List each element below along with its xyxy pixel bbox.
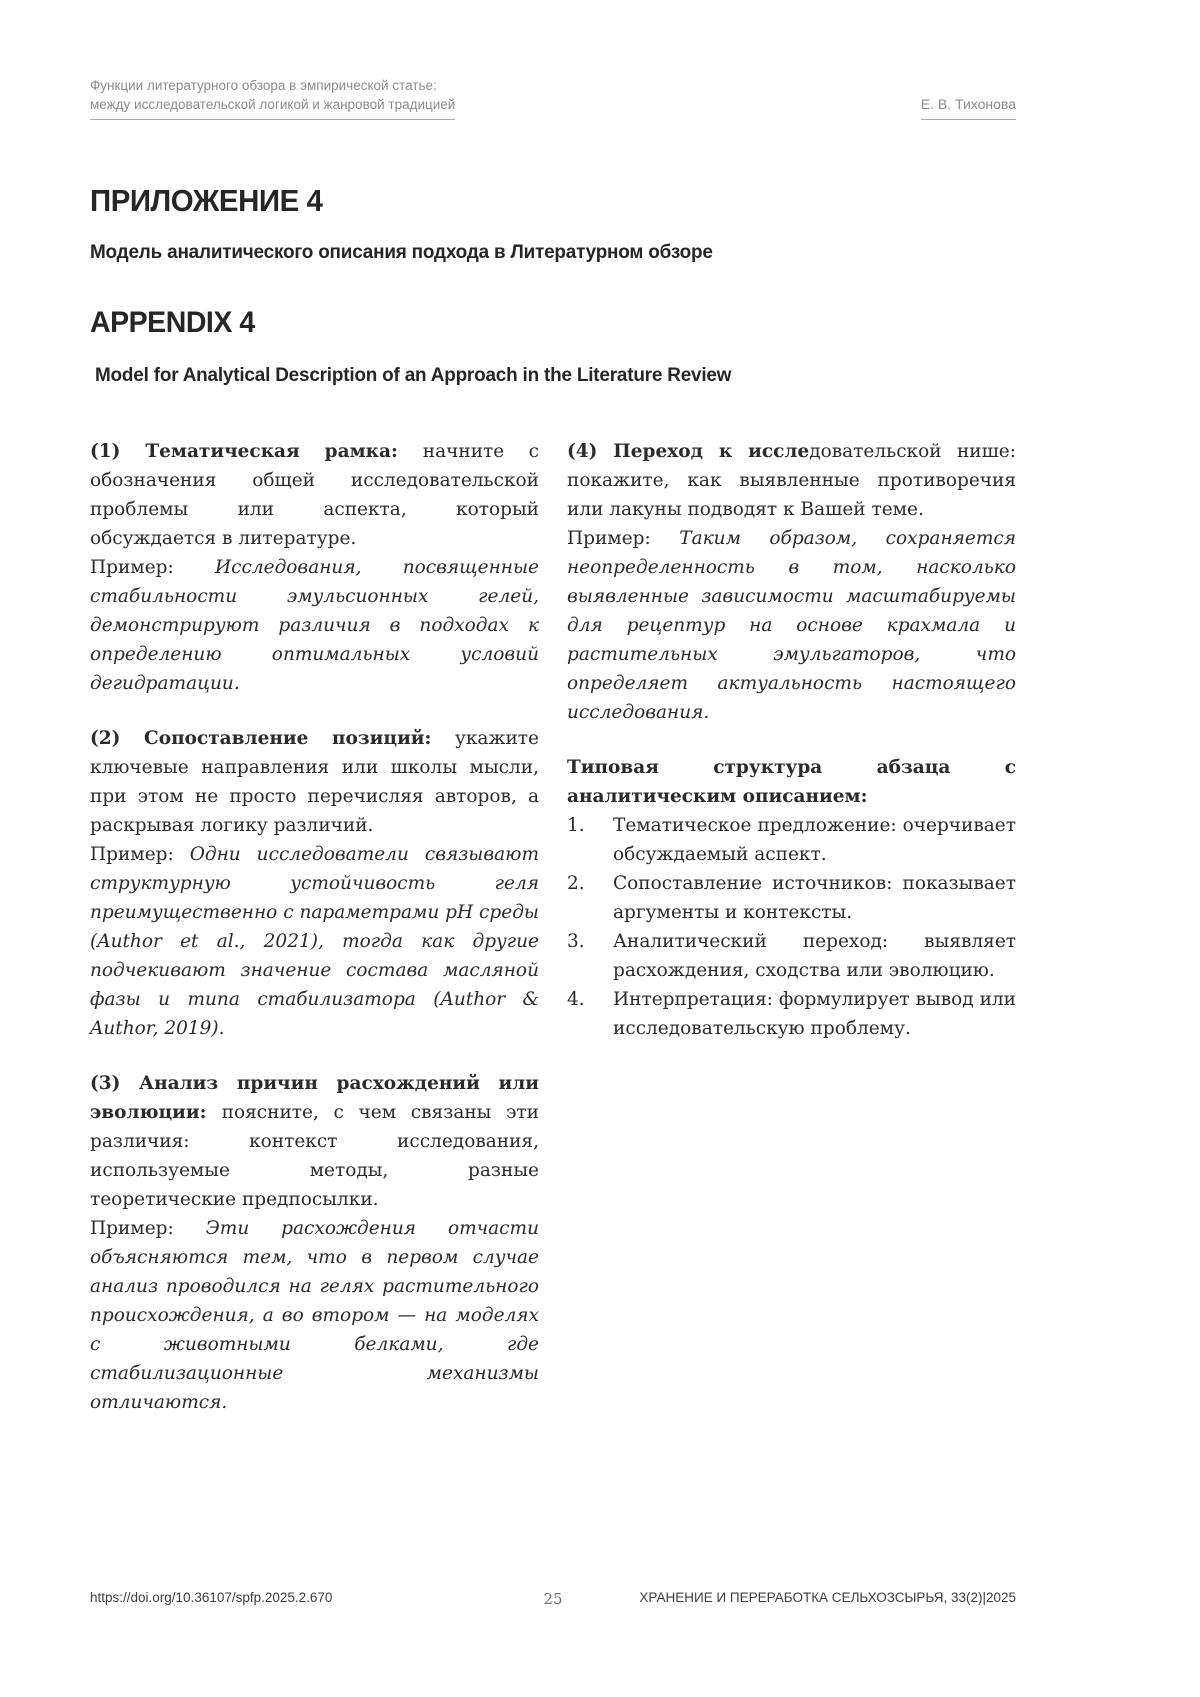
page-footer: [90, 1590, 1016, 1608]
running-header: [90, 76, 1016, 120]
list-item: [567, 869, 1016, 927]
list-item-text: Тематическое предложение: очерчивает обсуждаемый аспект.: [613, 815, 1016, 865]
list-item-number: 3.: [567, 931, 585, 952]
list-item-text: Аналитический переход: выявляет расхождения, сходства или эволюцию.: [613, 931, 1016, 981]
paragraph: [90, 840, 539, 1043]
section-heading: [567, 753, 1016, 811]
paragraph: [90, 1214, 539, 1417]
doi-text: https://doi.org/10.36107/spfp.2025.2.670: [90, 1590, 333, 1605]
bold-run: (2) Сопоставление позиций:: [90, 728, 455, 749]
appendix-subtitle-en: Model for Analytical Description of an Approach in the Literature Review: [95, 364, 732, 386]
appendix-subtitle-ru: Модель аналитического описания подхода в Литературном обзоре: [90, 241, 713, 263]
bold-run: (1) Тематическая рамка:: [90, 441, 423, 462]
journal-title: ХРАНЕНИЕ И ПЕРЕРАБОТКА СЕЛЬХОЗСЫРЬЯ, 33(2)|2025: [639, 1590, 1016, 1605]
italic-run: Одни исследователи связывают структурную устойчивость геля преимущественно с параметрами pH среды (Author et al., 2021), тогда как другие подчекивают значение состава масляной фазы и типа стабилизатора (Author & Author, 2019).: [90, 844, 540, 1039]
author-name: Е. В. Тихонова: [921, 95, 1016, 120]
bold-run: (3) Анализ причин расхождений или эволюции:: [90, 1073, 539, 1123]
body-columns: [90, 437, 1016, 1417]
list-item: [567, 927, 1016, 985]
italic-run: Исследования, посвященные стабильности эмульсионных гелей, демонстрируют различия в подходах к определению оптимальных условий дегидратации.: [90, 557, 539, 694]
right-column: [567, 437, 1016, 1417]
running-title-line2: между исследовательской логикой и жанровой традицией: [90, 97, 456, 112]
bold-run: (4) Переход к иссле: [567, 441, 810, 462]
list-item: [567, 811, 1016, 869]
text-run: Пример:: [567, 528, 680, 549]
text-run: Пример:: [90, 844, 190, 865]
page-number: 25: [543, 1590, 563, 1608]
paragraph: [90, 437, 539, 553]
running-title-line1: Функции литературного обзора в эмпирической статье:: [90, 78, 437, 93]
text-run: укажите ключевые направления или школы мысли, при этом не просто перечисляя авторов, а раскрывая логику различий.: [90, 728, 539, 836]
text-run: Пример:: [90, 1218, 206, 1239]
paragraph: [90, 724, 539, 840]
list-item-text: Интерпретация: формулирует вывод или исследовательскую проблему.: [613, 989, 1016, 1039]
paragraph: [90, 1069, 539, 1214]
list-item: [567, 985, 1016, 1043]
italic-run: Таким образом, сохраняется неопределенность в том, насколько выявленные зависимости масштабируемы для рецептур на основе крахмала и растительных эмульгаторов, что определяет актуальность настоящего исследования.: [567, 528, 1016, 723]
list-item-text: Сопоставление источников: показывает аргументы и контексты.: [613, 873, 1016, 923]
appendix-title-ru: ПРИЛОЖЕНИЕ 4: [90, 183, 323, 218]
list-item-number: 1.: [567, 815, 585, 836]
paragraph: [567, 524, 1016, 727]
text-run: начните с обозначения общей исследовательской проблемы или аспекта, который обсуждается в литературе.: [90, 441, 539, 549]
appendix-title-en: APPENDIX 4: [90, 306, 255, 339]
text-run: Пример:: [90, 557, 215, 578]
paragraph: [567, 437, 1016, 524]
left-column: [90, 437, 539, 1417]
italic-run: Эти расхождения отчасти объясняются тем, что в первом случае анализ проводился на гелях растительного происхождения, а во втором — на моделях с животными белками, где стабилизационные механизмы отличаются.: [90, 1218, 539, 1413]
text-run: поясните, с чем связаны эти различия: контекст исследования, используемые методы, разные теоретические предпосылки.: [90, 1102, 539, 1210]
text-run: довательской нише: покажите, как выявленные противоречия или лакуны подводят к Вашей теме.: [567, 441, 1016, 520]
running-title: [90, 76, 455, 120]
list-item-number: 4.: [567, 989, 585, 1010]
list-item-number: 2.: [567, 873, 585, 894]
bold-run: Типовая структура абзаца с аналитическим описанием:: [567, 757, 1016, 807]
paragraph: [90, 553, 539, 698]
